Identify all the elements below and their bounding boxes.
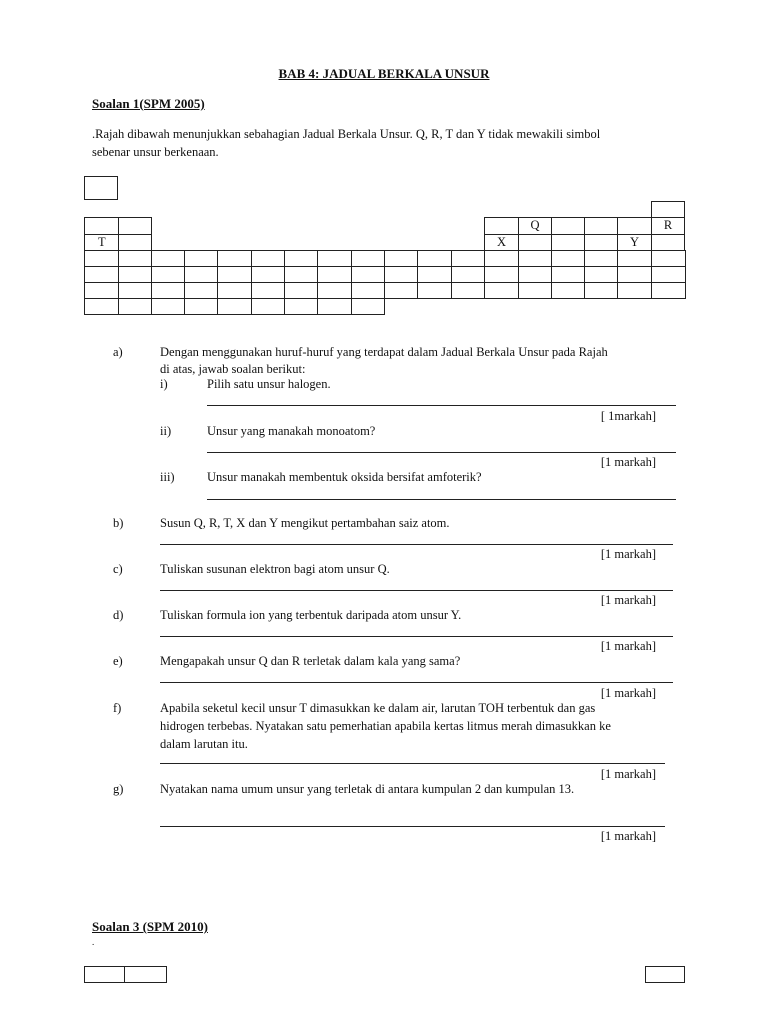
question1-heading: Soalan 1(SPM 2005) [92,96,205,111]
table-cell [251,266,285,283]
label-y: Y [629,235,640,249]
qa-i-text: Pilih satu unsur halogen. [207,377,331,391]
table-cell [584,282,618,299]
cell-row1-g2 [118,217,152,235]
table-cell [317,282,352,299]
table-cell [84,282,119,299]
table-cell [317,250,352,267]
cell-row2-g16 [584,234,618,251]
qc-mark: [1 markah] [600,593,656,607]
qb-text: Susun Q, R, T, X dan Y mengikut pertambahan saiz atom. [160,516,450,530]
cell-row0-g18 [651,201,685,218]
qb-mark: [1 markah] [600,547,656,561]
table-cell [251,250,285,267]
table-cell [118,282,152,299]
label-q: Q [530,218,540,232]
q3-box-right [645,966,685,983]
table-cell [351,298,385,315]
qa-ii-number: ii) [160,424,172,438]
qd-mark: [1 markah] [600,639,656,653]
table-cell [584,250,618,267]
qa-ii-answer-line[interactable] [207,452,676,453]
cell-row2-g18 [651,234,685,251]
intro-line-2: sebenar unsur berkenaan. [92,145,219,159]
table-cell [118,298,152,315]
cell-row1-g17 [617,217,652,235]
table-cell [518,266,552,283]
qc-number: c) [113,562,123,576]
label-x: X [496,235,507,249]
qf-text-line-3: dalam larutan itu. [160,737,248,751]
qa-i-mark: [ 1markah] [600,409,656,423]
table-cell [417,282,452,299]
q3-box-left-2 [124,966,167,983]
table-cell [551,250,585,267]
qf-text-line-2: hidrogen terbebas. Nyatakan satu pemerhatian apabila kertas litmus merah dimasukkan ke [160,719,611,733]
table-cell [451,282,485,299]
table-cell [184,298,218,315]
cell-t [84,234,119,251]
qg-number: g) [113,782,124,796]
table-cell [551,282,585,299]
qa-text-line-1: Dengan menggunakan huruf-huruf yang terdapat dalam Jadual Berkala Unsur pada Rajah [160,345,608,359]
table-cell [617,250,652,267]
table-cell [518,250,552,267]
table-cell [518,282,552,299]
table-cell [217,266,252,283]
table-cell [84,250,119,267]
cell-row1-g1 [84,217,119,235]
table-cell [284,282,318,299]
table-cell [484,250,519,267]
table-cell [151,282,185,299]
table-cell [284,250,318,267]
table-cell [184,282,218,299]
qb-number: b) [113,516,124,530]
table-cell [317,266,352,283]
table-cell [151,250,185,267]
qc-text: Tuliskan susunan elektron bagi atom unsur Q. [160,562,390,576]
table-cell [84,266,119,283]
qe-answer-line[interactable] [160,682,673,683]
cell-y [617,234,652,251]
table-cell [118,250,152,267]
qa-i-answer-line[interactable] [207,405,676,406]
qc-answer-line[interactable] [160,590,673,591]
cell-row1-g13 [484,217,519,235]
qf-answer-line[interactable] [160,763,665,764]
qa-number: a) [113,345,123,359]
table-cell [284,298,318,315]
cell-x [484,234,519,251]
table-cell [217,298,252,315]
qa-text-line-2: di atas, jawab soalan berikut: [160,362,306,376]
qd-answer-line[interactable] [160,636,673,637]
table-cell [451,266,485,283]
table-cell [284,266,318,283]
table-cell [384,282,418,299]
qf-text-line-1: Apabila seketul kecil unsur T dimasukkan ke dalam air, larutan TOH terbentuk dan gas [160,701,596,715]
table-cell [484,282,519,299]
qf-number: f) [113,701,122,715]
table-cell [217,282,252,299]
table-cell [84,298,119,315]
qd-text: Tuliskan formula ion yang terbentuk daripada atom unsur Y. [160,608,462,622]
qd-number: d) [113,608,124,622]
table-cell [651,282,686,299]
table-cell [351,266,385,283]
table-cell [351,250,385,267]
table-cell [651,250,686,267]
table-cell [151,266,185,283]
table-cell [451,250,485,267]
qa-iii-answer-line[interactable] [207,499,676,500]
table-cell [251,298,285,315]
q3-box-left-1 [84,966,125,983]
table-cell [417,250,452,267]
table-cell [151,298,185,315]
intro-line-1: .Rajah dibawah menunjukkan sebahagian Jadual Berkala Unsur. Q, R, T dan Y tidak mewakili simbol [92,127,601,141]
table-cell [184,250,218,267]
qg-answer-line[interactable] [160,826,665,827]
cell-row1-g16 [584,217,618,235]
label-r: R [663,218,673,232]
table-cell [251,282,285,299]
table-cell [384,266,418,283]
qa-ii-mark: [1 markah] [600,455,656,469]
qf-mark: [1 markah] [600,767,656,781]
page-title: BAB 4: JADUAL BERKALA UNSUR [278,66,490,81]
qe-mark: [1 markah] [600,686,656,700]
table-cell [651,266,686,283]
label-t: T [98,235,106,249]
table-cell [317,298,352,315]
qb-answer-line[interactable] [160,544,673,545]
question1-intro [92,125,692,161]
cell-q [518,217,552,235]
qg-mark: [1 markah] [600,829,656,843]
table-cell [384,250,418,267]
table-cell [617,266,652,283]
key-box [84,176,118,200]
table-cell [417,266,452,283]
qa-iii-number: iii) [160,470,175,484]
table-cell [217,250,252,267]
question3-heading: Soalan 3 (SPM 2010) [92,919,208,934]
table-cell [584,266,618,283]
cell-row2-g14 [518,234,552,251]
qa-i-number: i) [160,377,168,391]
qg-text: Nyatakan nama umum unsur yang terletak di antara kumpulan 2 dan kumpulan 13. [160,782,575,796]
qa-ii-text: Unsur yang manakah monoatom? [207,424,376,438]
qe-text: Mengapakah unsur Q dan R terletak dalam kala yang sama? [160,654,461,668]
cell-r [651,217,685,235]
qa-iii-text: Unsur manakah membentuk oksida bersifat amfoterik? [207,470,482,484]
table-cell [118,266,152,283]
cell-row2-g2 [118,234,152,251]
cell-row2-g15 [551,234,585,251]
table-cell [184,266,218,283]
table-cell [617,282,652,299]
qe-number: e) [113,654,123,668]
question3-dot: . [92,937,95,947]
table-cell [551,266,585,283]
table-cell [484,266,519,283]
cell-row1-g15 [551,217,585,235]
table-cell [351,282,385,299]
